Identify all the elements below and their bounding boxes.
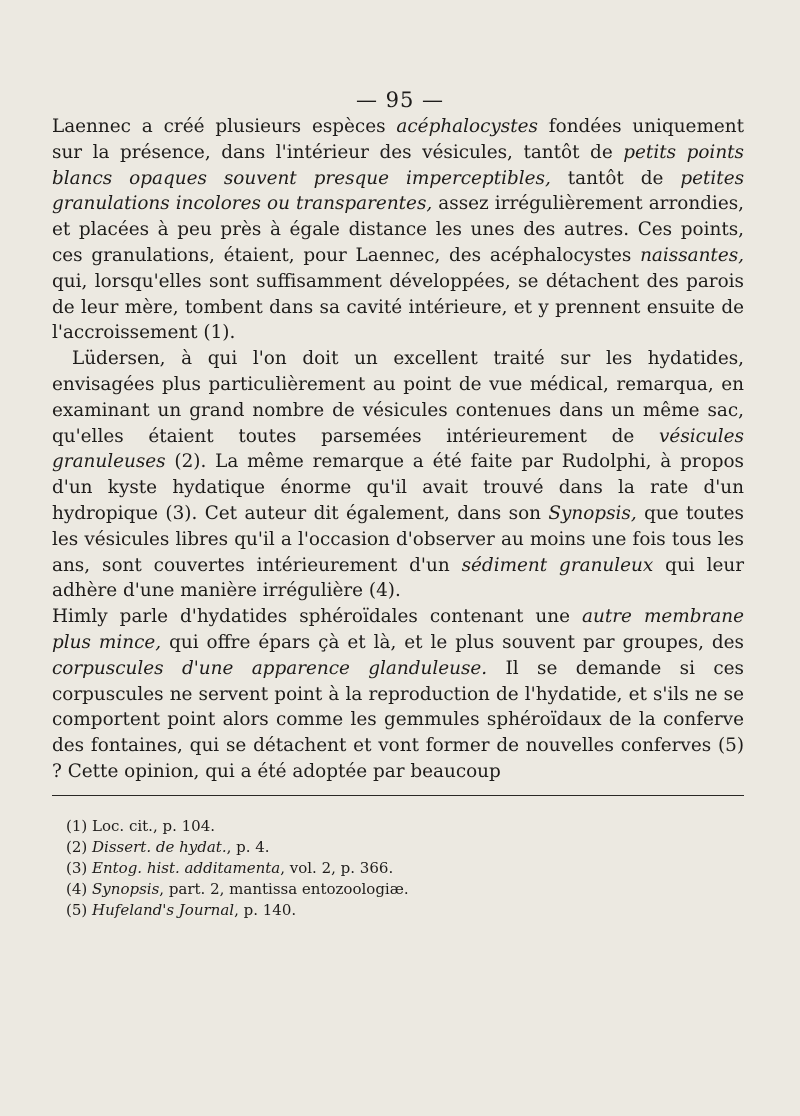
paragraph-ludersen: Lüdersen, à qui l'on doit un excellent traité sur les hydatides, envisagées plus particulièrement au point de vue médical, remarqua, en examinant un grand nombre de vésicules contenues dans un même sac, qu'elles étaient toutes parsemées intérieurement de vésicules granuleuses (2). La même remarque a été faite par Rudolphi, à propos d'un kyste hydatique énorme qu'il avait trouvé dans la rate d'un hydropique (3). Cet auteur dit également, dans son Synopsis, que toutes les vésicules libres qu'il a l'occasion d'observer au moins une fois tous les ans, sont couvertes intérieurement d'un sédiment granuleux qui leur adhère d'une manière irrégulière (4). xyxy=(52,348,744,602)
footnote: (3) Entog. hist. additamenta, vol. 2, p. 366. xyxy=(66,859,394,877)
footnote: (1) Loc. cit., p. 104. xyxy=(66,817,216,835)
page-number: — 95 — xyxy=(355,88,445,112)
footnote: (2) Dissert. de hydat., p. 4. xyxy=(66,838,270,856)
footnote: (4) Synopsis, part. 2, mantissa entozoologiæ. xyxy=(66,880,409,898)
footnote: (5) Hufeland's Journal, p. 140. xyxy=(66,901,297,919)
footnotes xyxy=(66,816,626,921)
paragraph-laennec: Laennec a créé plusieurs espèces acéphalocystes fondées uniquement sur la présence, dans l'intérieur des vésicules, tantôt de petits points blancs opaques souvent presque imperceptibles, tantôt de petites granulations incolores ou transparentes, assez irrégulièrement arrondies, et placées à peu près à égale distance les unes des autres. Ces points, ces granulations, étaient, pour Laennec, des acéphalocystes naissantes, qui, lorsqu'elles sont suffisamment développées, se détachent des parois de leur mère, tombent dans sa cavité intérieure, et y prennent ensuite de l'accroissement (1). xyxy=(52,116,745,344)
footnote-divider xyxy=(52,795,744,796)
body-text xyxy=(52,114,744,785)
paragraph-himly: Himly parle d'hydatides sphéroïdales contenant une autre membrane plus mince, qui offre épars çà et là, et le plus souvent par groupes, des corpuscules d'une apparence glanduleuse. Il se demande si ces corpuscules ne servent point à la reproduction de l'hydatide, et s'ils ne se comportent point alors comme les gemmules sphéroïdaux de la conferve des fontaines, qui se détachent et vont former de nouvelles conferves (5) ? Cette opinion, qui a été adoptée par beaucoup xyxy=(52,606,744,782)
